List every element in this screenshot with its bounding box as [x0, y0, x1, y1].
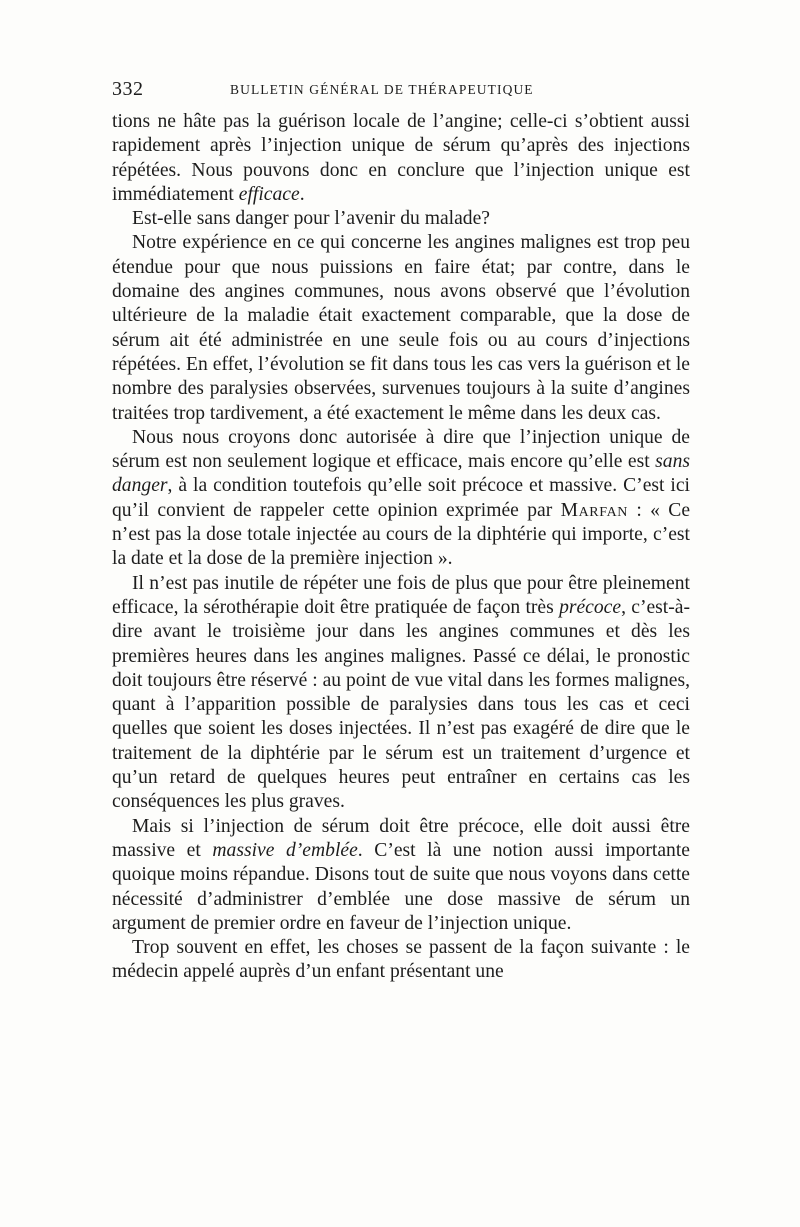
text-segment: : « Ce n’est pas la dose totale injectée au cours de la diphtérie qui importe, c’est la date et la dose de la première injection ». — [112, 499, 691, 570]
text-segment: Il n’est pas inutile de répéter une fois de plus que pour être pleinement efficace, la sérothérapie doit être pratiquée de façon très — [112, 572, 690, 618]
page-header — [112, 70, 690, 110]
running-title: BULLETIN GÉNÉRAL DE THÉRAPEUTIQUE — [230, 82, 534, 97]
paragraph — [112, 815, 690, 936]
emphasized-text: massive d’emblée — [212, 839, 358, 861]
page-number: 332 — [112, 78, 144, 100]
text-segment: Trop souvent en effet, les choses se passent de la façon suivante : le médecin appelé auprès d’un enfant présentant une — [112, 937, 690, 983]
text-segment: Notre expérience en ce qui concerne les angines malignes est trop peu étendue pour que nous puissions en faire état; par contre, dans le domaine des angines communes, nous avons observé que l’évolution ultérieure de la maladie était exactement comparable, que la dose de sérum ait été administrée en une seule fois ou au cours d’injections répétées. En effet, l’évolution se fit dans tous les cas vers la guérison et le nombre des paralysies observées, survenues toujours à la suite d’angines traitées trop tardivement, a été exactement le même dans les deux cas. — [112, 232, 690, 424]
paragraph — [112, 207, 690, 231]
text-segment: Est-elle sans danger pour l’avenir du malade? — [132, 208, 490, 230]
paragraph — [112, 110, 690, 207]
page — [112, 70, 690, 985]
paragraph — [112, 572, 690, 815]
emphasized-text: efficace — [238, 183, 300, 205]
emphasized-text: sans danger — [112, 451, 690, 497]
author-name: Marfan — [560, 499, 629, 521]
paragraph — [112, 936, 690, 985]
text-segment: Mais si l’injection de sérum doit être précoce, elle doit aussi être massive et — [112, 815, 690, 861]
text-segment: . — [299, 183, 305, 205]
paragraph — [112, 231, 690, 425]
text-segment: tions ne hâte pas la guérison locale de l’angine; celle-ci s’obtient aussi rapidement après l’injection unique de sérum qu’après des injections répétées. Nous pouvons donc en conclure que l’injection unique est immédiatement — [112, 111, 690, 205]
text-segment: , c’est-à-dire avant le troisième jour dans les angines communes et dès les premières heures dans les angines malignes. Passé ce délai, le pronostic doit toujours être réservé : au point de vue vital dans les formes malignes, quant à l’apparition possible de paralysies dans tous les cas et ceci quelles que soient les doses injectées. Il n’est pas exagéré de dire que le traitement de la diphtérie par le sérum est un traitement d’urgence et qu’un retard de quelques heures peut entraîner en certains cas les conséquences les plus graves. — [112, 596, 691, 813]
text-segment: Nous nous croyons donc autorisée à dire que l’injection unique de sérum est non seulement logique et efficace, mais encore qu’elle est — [112, 426, 690, 473]
text-segment: . C’est là une notion aussi importante quoique moins répandue. Disons tout de suite que nous voyons dans cette nécessité d’administrer d’emblée une dose massive de sérum un argument de premier ordre en faveur de l’injection unique. — [112, 839, 690, 934]
paragraph — [112, 426, 690, 572]
emphasized-text: précoce — [559, 596, 622, 618]
text-segment: , à la condition toutefois qu’elle soit précoce et massive. C’est ici qu’il convient de rappeler cette opinion exprimée par — [112, 475, 690, 521]
body-text — [112, 110, 690, 985]
